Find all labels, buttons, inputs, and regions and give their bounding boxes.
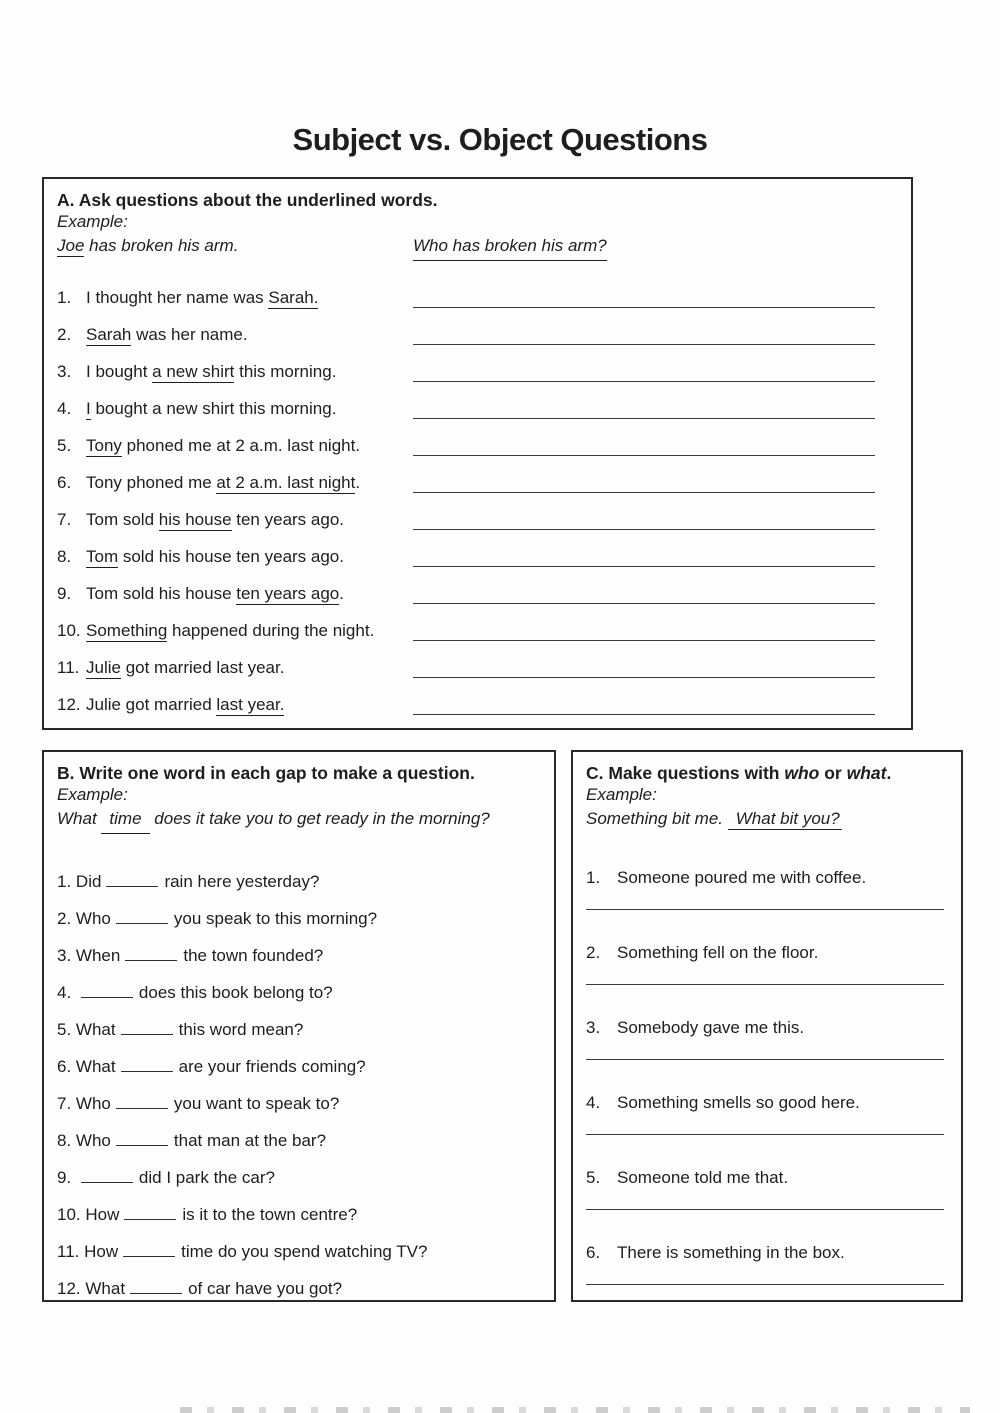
item-text-post: the town founded?	[183, 946, 324, 965]
exercise-a-item-6	[57, 471, 899, 508]
item-text-pre: Who	[75, 1131, 111, 1150]
exercise-b-item-6	[57, 1055, 542, 1092]
item-underlined: Sarah.	[268, 288, 319, 307]
exercise-a-item-1	[57, 286, 899, 323]
exercise-c-item-6	[586, 1241, 947, 1265]
item-text-pre: Julie got married	[86, 695, 217, 714]
answer-line[interactable]	[413, 492, 875, 493]
example-answer: What bit you?	[728, 809, 842, 830]
item-underlined: a new shirt	[152, 362, 235, 381]
answer-gap[interactable]	[116, 908, 168, 924]
exercise-c-item-3	[586, 1016, 947, 1040]
item-text-pre: What	[75, 1020, 116, 1039]
item-underlined: Sarah	[86, 325, 132, 344]
item-number: 8.	[57, 1131, 72, 1150]
item-text-post: this morning.	[234, 362, 337, 381]
answer-line[interactable]	[413, 714, 875, 715]
bottom-cutoff-text-fragments	[180, 1407, 970, 1413]
answer-gap[interactable]	[125, 945, 177, 961]
item-text-post: .	[355, 473, 361, 492]
item-number: 6.	[586, 1243, 601, 1262]
item-text: Someone told me that.	[617, 1168, 789, 1187]
answer-line[interactable]	[413, 677, 875, 678]
item-number: 2.	[57, 325, 72, 344]
section-b-heading: B. Write one word in each gap to make a question.	[57, 763, 475, 783]
item-underlined: Tom	[86, 547, 119, 566]
example-sentence-rest: has broken his arm.	[84, 236, 239, 255]
item-number: 7.	[57, 1094, 72, 1113]
item-underlined: at 2 a.m. last night	[216, 473, 356, 492]
answer-line[interactable]	[586, 1059, 944, 1060]
exercise-b-item-8	[57, 1129, 542, 1166]
exercise-b-item-3	[57, 944, 542, 981]
item-text-post: are your friends coming?	[178, 1057, 366, 1076]
answer-line[interactable]	[413, 307, 875, 308]
answer-gap[interactable]	[124, 1204, 176, 1220]
item-number: 6.	[57, 1057, 72, 1076]
item-number: 11.	[57, 658, 80, 677]
section-c-example	[586, 806, 947, 832]
item-text-pre: I bought	[86, 362, 153, 381]
exercise-a-item-8	[57, 545, 899, 582]
item-number: 4.	[57, 983, 72, 1002]
item-text-post: .	[339, 584, 344, 603]
exercise-b-item-12	[57, 1277, 542, 1314]
answer-line[interactable]	[413, 418, 875, 419]
answer-gap[interactable]	[116, 1093, 168, 1109]
answer-line[interactable]	[413, 529, 875, 530]
section-b-items	[57, 870, 542, 1314]
exercise-a-item-7	[57, 508, 899, 545]
item-text-pre: How	[85, 1205, 120, 1224]
answer-line[interactable]	[586, 1134, 944, 1135]
item-text-post: ten years ago.	[231, 510, 344, 529]
item-text-pre: Tom sold his house	[86, 584, 237, 603]
item-number: 6.	[57, 473, 72, 492]
exercise-c-item-5	[586, 1166, 947, 1190]
heading-or: or	[819, 763, 847, 783]
item-text-post: this word mean?	[178, 1020, 304, 1039]
answer-gap[interactable]	[81, 982, 133, 998]
exercise-b-item-4	[57, 981, 542, 1018]
item-text-post: did I park the car?	[138, 1168, 275, 1187]
answer-line[interactable]	[586, 1209, 944, 1210]
section-b-example-label: Example:	[57, 785, 128, 804]
exercise-a-item-2	[57, 323, 899, 360]
item-text: Something smells so good here.	[617, 1093, 860, 1112]
answer-gap[interactable]	[121, 1019, 173, 1035]
item-text-pre: Who	[75, 1094, 111, 1113]
item-number: 5.	[57, 1020, 72, 1039]
item-underlined: Something	[86, 621, 168, 640]
item-text: Someone poured me with coffee.	[617, 868, 867, 887]
item-number: 5.	[586, 1168, 601, 1187]
section-a-example-label: Example:	[57, 212, 128, 231]
item-number: 1.	[57, 872, 72, 891]
answer-gap[interactable]	[116, 1130, 168, 1146]
item-text-post: phoned me at 2 a.m. last night.	[121, 436, 361, 455]
item-text-post: bought a new shirt this morning.	[90, 399, 337, 418]
heading-who: who	[784, 763, 820, 783]
item-underlined: I	[86, 399, 91, 418]
answer-gap[interactable]	[123, 1241, 175, 1257]
exercise-c-item-1	[586, 866, 947, 890]
item-number: 1.	[57, 288, 72, 307]
item-number: 3.	[57, 362, 72, 381]
item-text-post: got married last year.	[120, 658, 285, 677]
item-number: 8.	[57, 547, 72, 566]
item-underlined: last year.	[216, 695, 285, 714]
answer-gap[interactable]	[81, 1167, 133, 1183]
exercise-a-item-12	[57, 693, 899, 730]
item-text-pre: What	[85, 1279, 126, 1298]
item-number: 12.	[57, 695, 81, 714]
item-number: 1.	[586, 868, 601, 887]
item-underlined: his house	[158, 510, 232, 529]
item-underlined: ten years ago	[236, 584, 340, 603]
item-number: 2.	[586, 943, 601, 962]
heading-what: what	[846, 763, 887, 783]
item-text: Somebody gave me this.	[617, 1018, 805, 1037]
item-number: 12.	[57, 1279, 81, 1298]
item-number: 7.	[57, 510, 72, 529]
item-number: 4.	[586, 1093, 601, 1112]
item-text-pre: How	[84, 1242, 119, 1261]
item-number: 3.	[57, 946, 72, 965]
answer-line[interactable]	[586, 909, 944, 910]
exercise-a-item-10	[57, 619, 899, 656]
heading-end: .	[886, 763, 892, 783]
item-text-post: you want to speak to?	[173, 1094, 340, 1113]
item-number: 10.	[57, 1205, 81, 1224]
example-gap-word: time	[101, 806, 149, 834]
section-a-heading: A. Ask questions about the underlined words.	[57, 190, 438, 210]
item-text-pre: Tony phoned me	[86, 473, 217, 492]
item-underlined: Julie	[86, 658, 121, 677]
answer-line[interactable]	[413, 640, 875, 641]
exercise-a-item-3	[57, 360, 899, 397]
example-post: does it take you to get ready in the morning?	[154, 809, 490, 828]
exercise-b-item-10	[57, 1203, 542, 1240]
section-c-heading	[586, 762, 947, 784]
exercise-b-item-2	[57, 907, 542, 944]
example-pre: What	[57, 809, 97, 828]
item-number: 5.	[57, 436, 72, 455]
item-text-post: that man at the bar?	[173, 1131, 327, 1150]
item-text: There is something in the box.	[617, 1243, 845, 1262]
item-text-post: is it to the town centre?	[182, 1205, 358, 1224]
item-text-post: you speak to this morning?	[173, 909, 378, 928]
exercise-c-item-2	[586, 941, 947, 965]
answer-line[interactable]	[413, 603, 875, 604]
item-number: 2.	[57, 909, 72, 928]
section-c-items	[586, 866, 947, 1285]
item-number: 3.	[586, 1018, 601, 1037]
item-number: 9.	[57, 584, 72, 603]
exercise-b-item-7	[57, 1092, 542, 1129]
section-b-example	[57, 806, 542, 834]
section-b-box	[42, 750, 556, 1302]
exercise-a-item-4	[57, 397, 899, 434]
item-text-pre: I thought her name was	[86, 288, 269, 307]
item-text: Something fell on the floor.	[617, 943, 819, 962]
item-number: 9.	[57, 1168, 72, 1187]
item-number: 4.	[57, 399, 72, 418]
exercise-b-item-5	[57, 1018, 542, 1055]
item-text-post: was her name.	[131, 325, 248, 344]
answer-line[interactable]	[586, 1284, 944, 1285]
item-text-pre: Tom sold	[86, 510, 159, 529]
exercise-b-item-11	[57, 1240, 542, 1277]
answer-gap[interactable]	[130, 1278, 182, 1294]
exercise-a-item-11	[57, 656, 899, 693]
item-text-pre: Who	[75, 909, 111, 928]
example-pre: Something bit me.	[586, 809, 724, 828]
page-title: Subject vs. Object Questions	[292, 122, 708, 157]
item-text-post: happened during the night.	[167, 621, 375, 640]
item-text-post: time do you spend watching TV?	[181, 1242, 428, 1261]
exercise-a-item-5	[57, 434, 899, 471]
item-text-post: sold his house ten years ago.	[118, 547, 344, 566]
answer-line[interactable]	[413, 455, 875, 456]
answer-line[interactable]	[413, 566, 875, 567]
section-a-example	[57, 233, 899, 259]
exercise-b-item-9	[57, 1166, 542, 1203]
answer-line[interactable]	[586, 984, 944, 985]
item-underlined: Tony	[86, 436, 122, 455]
item-text-pre: When	[75, 946, 121, 965]
example-answer: Who has broken his arm?	[413, 233, 607, 261]
item-text-pre: What	[75, 1057, 116, 1076]
exercise-b-item-1	[57, 870, 542, 907]
example-underlined-word: Joe	[57, 236, 85, 255]
answer-gap[interactable]	[121, 1056, 173, 1072]
item-number: 10.	[57, 621, 81, 640]
answer-line[interactable]	[413, 344, 875, 345]
item-text-post: rain here yesterday?	[164, 872, 320, 891]
heading-pre: C. Make questions with	[586, 763, 785, 783]
section-c-box	[571, 750, 963, 1302]
exercise-c-item-4	[586, 1091, 947, 1115]
section-a-items	[57, 286, 899, 730]
section-c-example-label: Example:	[586, 785, 657, 804]
item-text-post: of car have you got?	[188, 1279, 343, 1298]
item-text-pre: Did	[75, 872, 102, 891]
answer-line[interactable]	[413, 381, 875, 382]
section-a-box	[42, 177, 913, 730]
item-number: 11.	[57, 1242, 80, 1261]
answer-gap[interactable]	[106, 871, 158, 887]
exercise-a-item-9	[57, 582, 899, 619]
item-text-post: does this book belong to?	[138, 983, 333, 1002]
